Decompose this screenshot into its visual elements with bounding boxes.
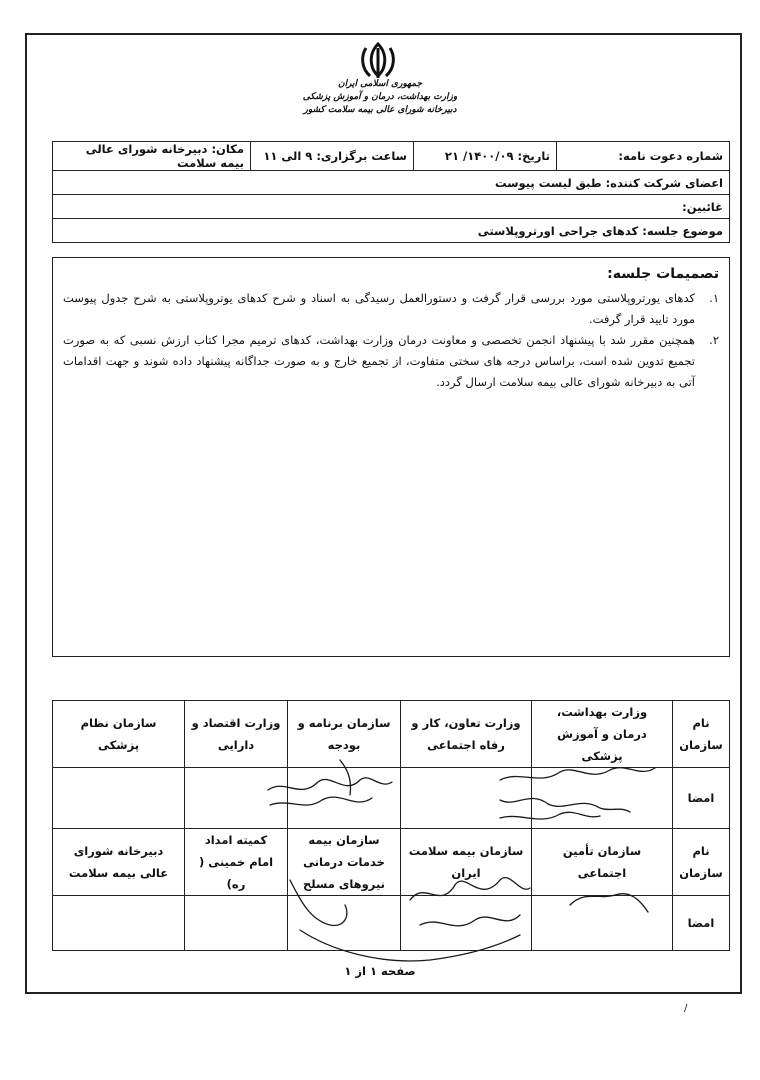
letterhead-line-1: جمهوری اسلامی ایران bbox=[337, 79, 423, 89]
time-value: ۹ الی ۱۱ bbox=[263, 149, 313, 163]
org-cell: وزارت اقتصاد و دارایی bbox=[185, 701, 288, 768]
sign-label-cell: امضا bbox=[673, 768, 730, 829]
iran-emblem-icon bbox=[358, 40, 398, 82]
page-number: صفحه ۱ از ۱ bbox=[344, 964, 416, 978]
signature-cell bbox=[532, 896, 673, 951]
decision-number: ۱. bbox=[709, 291, 719, 305]
participants-value: طبق لیست پیوست bbox=[495, 175, 602, 190]
signature-cell bbox=[53, 896, 185, 951]
decision-item bbox=[63, 288, 719, 330]
margin-mark: / bbox=[684, 1003, 688, 1014]
decision-text: کدهای یورتروپلاستی مورد بررسی قرار گرفت و دستورالعمل رسیدگی به اسناد و شرح کدهای یوتروپلاستی به شرح جدول پیوست مورد تایید قرار گرفت. bbox=[63, 291, 695, 326]
org-cell: سازمان تأمین اجتماعی bbox=[532, 829, 673, 896]
meeting-info-table bbox=[52, 141, 730, 243]
participants-cell bbox=[53, 171, 730, 195]
signature-table bbox=[52, 700, 730, 951]
signature-cell bbox=[288, 768, 401, 829]
decisions-box bbox=[52, 257, 730, 657]
letterhead-line-2: وزارت بهداشت، درمان و آموزش پزشکی bbox=[302, 92, 458, 102]
org-cell: کمیته امداد امام خمینی ( ره) bbox=[185, 829, 288, 896]
org-cell: وزارت تعاون، کار و رفاه اجتماعی bbox=[401, 701, 532, 768]
letterhead bbox=[300, 78, 460, 117]
date-label: تاریخ: bbox=[517, 149, 550, 163]
time-label: ساعت برگزاری: bbox=[316, 149, 407, 163]
signature-cell bbox=[185, 768, 288, 829]
org-cell: سازمان نظام پزشکی bbox=[53, 701, 185, 768]
signature-cell bbox=[532, 768, 673, 829]
date-cell bbox=[414, 142, 557, 171]
invite-label: شماره دعوت نامه: bbox=[618, 149, 723, 163]
org-label-cell: نام سازمان bbox=[673, 701, 730, 768]
org-cell: سازمان بیمه خدمات درمانی نیروهای مسلح bbox=[288, 829, 401, 896]
subject-cell bbox=[53, 219, 730, 243]
subject-label: موضوع جلسه: bbox=[642, 223, 723, 238]
participants-label: اعضای شرکت کننده: bbox=[605, 175, 723, 190]
decision-number: ۲. bbox=[709, 333, 719, 347]
org-cell: وزارت بهداشت، درمان و آموزش پزشکی bbox=[532, 701, 673, 768]
signature-cell bbox=[185, 896, 288, 951]
absent-cell bbox=[53, 195, 730, 219]
time-cell bbox=[251, 142, 414, 171]
org-cell: سازمان برنامه و بودجه bbox=[288, 701, 401, 768]
subject-value: کدهای جراحی اورتروپلاستی bbox=[477, 223, 639, 238]
decision-item bbox=[63, 330, 719, 393]
signature-cell bbox=[53, 768, 185, 829]
org-cell: سازمان بیمه سلامت ایران bbox=[401, 829, 532, 896]
place-value: دبیرخانه شورای عالی بیمه سلامت bbox=[85, 142, 244, 170]
org-cell: دبیرخانه شورای عالی بیمه سلامت bbox=[53, 829, 185, 896]
place-cell bbox=[53, 142, 251, 171]
signature-cell bbox=[401, 768, 532, 829]
org-label-cell: نام سازمان bbox=[673, 829, 730, 896]
decision-text: همچنین مقرر شد با پیشنهاد انجمن تخصصی و معاونت درمان وزارت بهداشت، کدهای ترمیم مجرا کتاب ارزش نسبی که به صورت تجمیع تدوین شده است، براساس درجه های سختی متفاوت، از تجمیع خارج و به صورت جداگانه پیشنهاد داده شوند و جهت اقدامات آتی به دبیرخانه شورای عالی بیمه سلامت ارسال گردد. bbox=[63, 333, 695, 389]
sign-label-cell: امضا bbox=[673, 896, 730, 951]
place-label: مکان: bbox=[211, 142, 244, 156]
signature-cell bbox=[401, 896, 532, 951]
absent-label: غائبین: bbox=[682, 199, 723, 214]
invite-cell bbox=[557, 142, 730, 171]
signature-cell bbox=[288, 896, 401, 951]
date-value: ۱۴۰۰/۰۹/ ۲۱ bbox=[444, 149, 514, 163]
letterhead-line-3: دبیرخانه شورای عالی بیمه سلامت کشور bbox=[303, 105, 457, 115]
decisions-title: تصمیمات جلسه: bbox=[607, 266, 719, 282]
